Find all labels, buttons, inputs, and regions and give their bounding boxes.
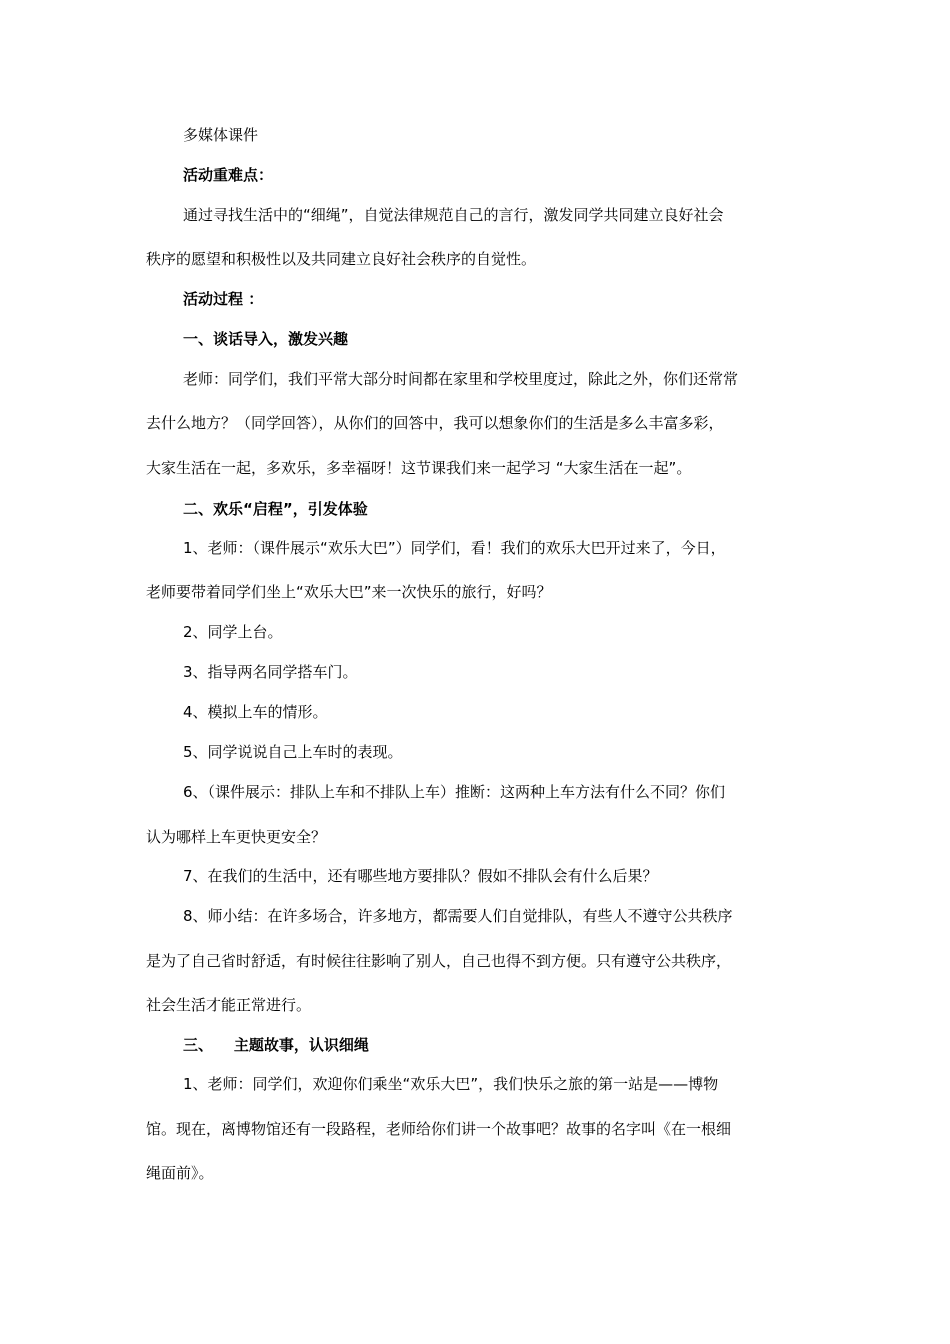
text-line: 多媒体课件 (183, 126, 259, 144)
section-heading: 三、 主题故事，认识细绳 (183, 1036, 369, 1054)
section-heading: 二、欢乐“启程”，引发体验 (183, 500, 368, 518)
text-line: 5、同学说说自己上车时的表现。 (183, 743, 403, 761)
text-line: 大家生活在一起，多欢乐，多幸福呀！这节课我们来一起学习 “大家生活在一起”。 (146, 459, 692, 477)
text-line: 2、同学上台。 (183, 623, 283, 641)
text-line: 认为哪样上车更快更安全？ (146, 828, 327, 846)
section-heading: 活动重难点： (183, 166, 274, 184)
text-line: 8、师小结：在许多场合，许多地方，都需要人们自觉排队，有些人不遵守公共秩序 (183, 907, 733, 925)
section-heading: 活动过程 ： (183, 290, 264, 308)
text-line: 社会生活才能正常进行。 (146, 996, 312, 1014)
text-line: 3、指导两名同学搭车门。 (183, 663, 358, 681)
text-line: 1、老师：同学们，欢迎你们乘坐“欢乐大巴”，我们快乐之旅的第一站是——博物 (183, 1075, 719, 1093)
text-line: 4、模拟上车的情形。 (183, 703, 328, 721)
text-line: 老师：同学们，我们平常大部分时间都在家里和学校里度过，除此之外，你们还常常 (183, 370, 739, 388)
text-line: 老师要带着同学们坐上“欢乐大巴”来一次快乐的旅行，好吗？ (146, 583, 552, 601)
text-line: 馆。现在，离博物馆还有一段路程，老师给你们讲一个故事吧？故事的名字叫《在一根细 (146, 1120, 732, 1138)
section-heading: 一、谈话导入，激发兴趣 (183, 330, 349, 348)
text-line: 去什么地方？（同学回答），从你们的回答中，我可以想象你们的生活是多么丰富多彩， (146, 414, 724, 432)
text-line: 1、老师：（课件展示“欢乐大巴”）同学们，看！我们的欢乐大巴开过来了，今日， (183, 539, 726, 557)
text-line: 绳面前》。 (146, 1164, 214, 1182)
text-line: 是为了自己省时舒适，有时候往往影响了别人，自己也得不到方便。只有遵守公共秩序， (146, 952, 732, 970)
text-line: 7、在我们的生活中，还有哪些地方要排队？假如不排队会有什么后果？ (183, 867, 658, 885)
text-line: 6、（课件展示：排队上车和不排队上车）推断：这两种上车方法有什么不同？你们 (183, 783, 726, 801)
text-line: 通过寻找生活中的“细绳”，自觉法律规范自己的言行，激发同学共同建立良好社会 (183, 206, 724, 224)
text-line: 秩序的愿望和积极性以及共同建立良好社会秩序的自觉性。 (146, 250, 537, 268)
